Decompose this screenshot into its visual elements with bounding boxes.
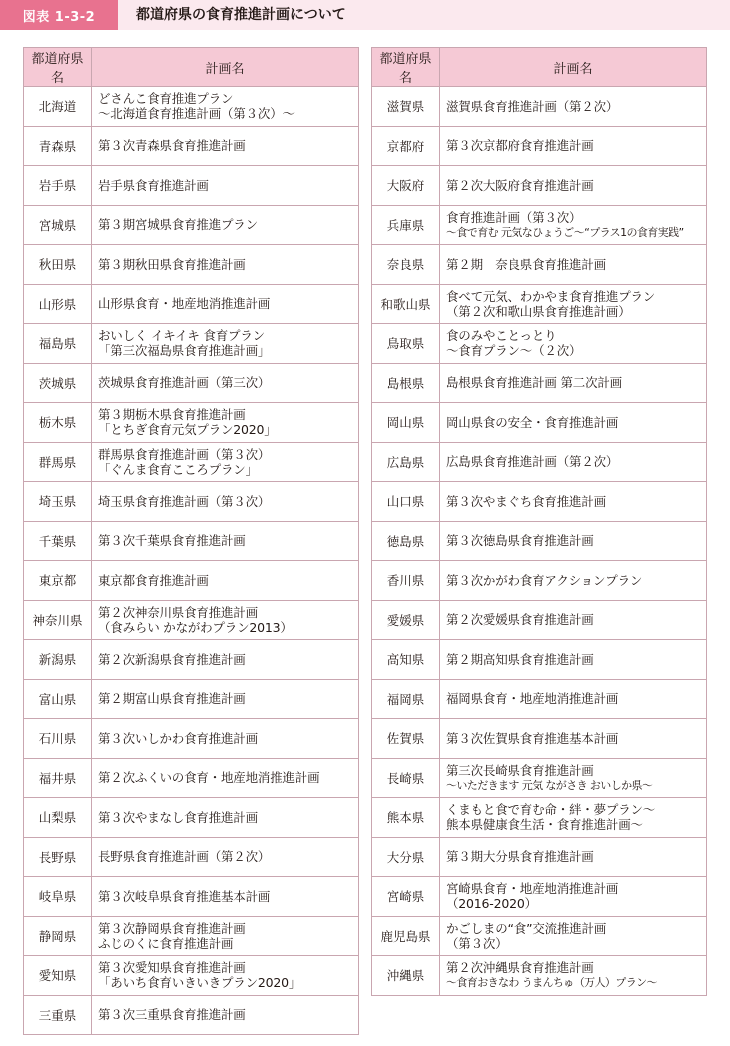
table-row <box>372 205 707 245</box>
plan-cell <box>440 205 707 245</box>
prefecture-cell: 香川県 <box>372 561 440 601</box>
plan-line: 第３期大分県食育推進計画 <box>446 849 594 865</box>
prefecture-cell: 島根県 <box>372 363 440 403</box>
table-row <box>24 482 359 522</box>
plan-cell <box>440 679 707 719</box>
plan-cell <box>92 87 359 127</box>
table-row <box>24 640 359 680</box>
prefecture-cell: 福岡県 <box>372 679 440 719</box>
prefecture-cell: 兵庫県 <box>372 205 440 245</box>
plan-line: ～いただきます 元気 ながさき おいしか県～ <box>446 778 653 792</box>
column-header-plan: 計画名 <box>92 48 359 87</box>
prefecture-cell: 埼玉県 <box>24 482 92 522</box>
table-row <box>372 403 707 443</box>
plan-line: 広島県食育推進計画（第２次） <box>446 454 619 470</box>
table-row <box>24 956 359 996</box>
prefecture-cell: 沖縄県 <box>372 956 440 996</box>
plan-cell <box>440 798 707 838</box>
plan-line: 食のみやことっとり <box>446 328 557 344</box>
plan-cell <box>440 561 707 601</box>
plan-line: 第２期 奈良県食育推進計画 <box>446 256 606 272</box>
prefecture-cell: 愛知県 <box>24 956 92 996</box>
table-row <box>24 403 359 443</box>
plan-cell <box>92 561 359 601</box>
plan-line: 第２次愛媛県食育推進計画 <box>446 612 594 628</box>
prefecture-cell: 鹿児島県 <box>372 916 440 956</box>
column-header-prefecture: 都道府県名 <box>372 48 440 87</box>
table-row <box>372 521 707 561</box>
left-plan-table <box>23 47 359 1035</box>
table-row <box>24 363 359 403</box>
plan-line: 滋賀県食育推進計画（第２次） <box>446 98 619 114</box>
prefecture-cell: 岩手県 <box>24 166 92 206</box>
plan-cell <box>92 719 359 759</box>
plan-cell <box>440 640 707 680</box>
plan-line: 熊本県健康食生活・食育推進計画～ <box>446 817 643 833</box>
table-row <box>24 837 359 877</box>
table-row <box>24 679 359 719</box>
plan-line: 埼玉県食育推進計画（第３次） <box>98 493 271 509</box>
plan-line: 東京都食育推進計画 <box>98 572 209 588</box>
plan-cell <box>92 679 359 719</box>
prefecture-cell: 岡山県 <box>372 403 440 443</box>
prefecture-cell: 静岡県 <box>24 916 92 956</box>
prefecture-cell: 茨城県 <box>24 363 92 403</box>
table-row <box>372 126 707 166</box>
table-row <box>372 245 707 285</box>
plan-line: 第３次愛知県食育推進計画 <box>98 960 246 976</box>
plan-cell <box>92 956 359 996</box>
prefecture-cell: 鳥取県 <box>372 324 440 364</box>
plan-cell <box>92 166 359 206</box>
plan-cell <box>92 205 359 245</box>
table-row <box>372 442 707 482</box>
table-row <box>24 877 359 917</box>
plan-cell <box>92 877 359 917</box>
prefecture-cell: 徳島県 <box>372 521 440 561</box>
prefecture-cell: 三重県 <box>24 995 92 1035</box>
plan-cell <box>92 600 359 640</box>
plan-cell <box>440 758 707 798</box>
plan-cell <box>440 877 707 917</box>
plan-line: 「ぐんま食育こころプラン」 <box>98 461 258 477</box>
plan-cell <box>92 798 359 838</box>
prefecture-cell: 高知県 <box>372 640 440 680</box>
plan-line: 第３次佐賀県食育推進基本計画 <box>446 730 619 746</box>
prefecture-cell: 東京都 <box>24 561 92 601</box>
plan-cell <box>92 837 359 877</box>
prefecture-cell: 長野県 <box>24 837 92 877</box>
plan-cell <box>440 956 707 996</box>
table-row <box>24 324 359 364</box>
plan-line: ～食育プラン～（２次） <box>446 343 582 359</box>
plan-line: 第３次いしかわ食育推進計画 <box>98 730 258 746</box>
plan-cell <box>92 995 359 1035</box>
plan-line: 第２次神奈川県食育推進計画 <box>98 604 258 620</box>
plan-cell <box>440 363 707 403</box>
prefecture-cell: 大分県 <box>372 837 440 877</box>
plan-line: 第３次岐阜県食育推進基本計画 <box>98 888 271 904</box>
plan-cell <box>440 126 707 166</box>
plan-cell <box>92 758 359 798</box>
table-row <box>372 719 707 759</box>
prefecture-cell: 宮城県 <box>24 205 92 245</box>
plan-line: 第３次千葉県食育推進計画 <box>98 533 246 549</box>
prefecture-cell: 山口県 <box>372 482 440 522</box>
plan-line: 福岡県食育・地産地消推進計画 <box>446 691 619 707</box>
plan-line: 「第三次福島県食育推進計画」 <box>98 343 271 359</box>
table-row <box>372 87 707 127</box>
plan-cell <box>440 87 707 127</box>
table-row <box>24 245 359 285</box>
plan-cell <box>440 442 707 482</box>
table-row <box>372 600 707 640</box>
table-row <box>372 324 707 364</box>
table-row <box>24 205 359 245</box>
plan-line: 「あいち食育いきいきプラン2020」 <box>98 975 302 991</box>
table-row <box>372 877 707 917</box>
table-row <box>372 798 707 838</box>
prefecture-cell: 山形県 <box>24 284 92 324</box>
plan-cell <box>440 521 707 561</box>
plan-cell <box>92 245 359 285</box>
plan-cell <box>92 363 359 403</box>
plan-cell <box>92 640 359 680</box>
table-row <box>24 995 359 1035</box>
plan-cell <box>440 324 707 364</box>
table-row <box>24 916 359 956</box>
prefecture-cell: 山梨県 <box>24 798 92 838</box>
table-row <box>24 798 359 838</box>
prefecture-cell: 和歌山県 <box>372 284 440 324</box>
table-row <box>372 284 707 324</box>
prefecture-cell: 富山県 <box>24 679 92 719</box>
plan-line: 食べて元気、わかやま食育推進プラン <box>446 288 656 304</box>
plan-cell <box>440 166 707 206</box>
plan-line: 第２次新潟県食育推進計画 <box>98 651 246 667</box>
plan-line: 第２期高知県食育推進計画 <box>446 651 594 667</box>
table-row <box>372 758 707 798</box>
table-row <box>24 442 359 482</box>
plan-cell <box>92 324 359 364</box>
plan-line: かごしまの“食”交流推進計画 <box>446 920 607 936</box>
prefecture-cell: 石川県 <box>24 719 92 759</box>
prefecture-cell: 群馬県 <box>24 442 92 482</box>
plan-cell <box>440 403 707 443</box>
plan-line: （2016-2020） <box>446 896 537 912</box>
plan-line: くまもと食で育む命・絆・夢プラン～ <box>446 802 656 818</box>
plan-cell <box>440 837 707 877</box>
table-row <box>372 363 707 403</box>
table-row <box>24 87 359 127</box>
plan-cell <box>440 600 707 640</box>
plan-line: 食育推進計画（第３次） <box>446 209 582 225</box>
table-row <box>372 482 707 522</box>
plan-cell <box>440 284 707 324</box>
plan-line: ～食育おきなわ うまんちゅ（万人）プラン～ <box>446 976 657 990</box>
plan-cell <box>440 916 707 956</box>
prefecture-cell: 福島県 <box>24 324 92 364</box>
plan-line: 島根県食育推進計画 第二次計画 <box>446 375 622 391</box>
plan-line: ～北海道食育推進計画（第３次）～ <box>98 106 295 122</box>
prefecture-cell: 秋田県 <box>24 245 92 285</box>
prefecture-cell: 北海道 <box>24 87 92 127</box>
prefecture-cell: 新潟県 <box>24 640 92 680</box>
prefecture-cell: 神奈川県 <box>24 600 92 640</box>
prefecture-cell: 岐阜県 <box>24 877 92 917</box>
prefecture-cell: 大阪府 <box>372 166 440 206</box>
plan-line: おいしく イキイキ 食育プラン <box>98 328 265 344</box>
figure-header <box>0 0 730 30</box>
plan-line: 第３次三重県食育推進計画 <box>98 1007 246 1023</box>
plan-cell <box>440 245 707 285</box>
prefecture-cell: 熊本県 <box>372 798 440 838</box>
prefecture-cell: 栃木県 <box>24 403 92 443</box>
table-row <box>24 758 359 798</box>
plan-line: 第３次かがわ食育アクションプラン <box>446 572 643 588</box>
plan-cell <box>92 916 359 956</box>
plan-line: どさんこ食育推進プラン <box>98 91 234 107</box>
prefecture-cell: 千葉県 <box>24 521 92 561</box>
table-row <box>24 521 359 561</box>
prefecture-cell: 滋賀県 <box>372 87 440 127</box>
plan-cell <box>92 284 359 324</box>
plan-line: 岡山県食の安全・食育推進計画 <box>446 414 619 430</box>
plan-line: 第３次やまなし食育推進計画 <box>98 809 258 825</box>
prefecture-cell: 宮崎県 <box>372 877 440 917</box>
prefecture-cell: 青森県 <box>24 126 92 166</box>
plan-line: 第２次ふくいの食育・地産地消推進計画 <box>98 770 320 786</box>
prefecture-cell: 奈良県 <box>372 245 440 285</box>
table-row <box>372 640 707 680</box>
plan-line: 宮崎県食育・地産地消推進計画 <box>446 881 619 897</box>
table-row <box>372 916 707 956</box>
prefecture-cell: 福井県 <box>24 758 92 798</box>
plan-line: （食みらい かながわプラン2013） <box>98 619 293 635</box>
plan-line: 第３次青森県食育推進計画 <box>98 138 246 154</box>
column-header-plan: 計画名 <box>440 48 707 87</box>
prefecture-cell: 京都府 <box>372 126 440 166</box>
plan-line: 「とちぎ食育元気プラン2020」 <box>98 422 277 438</box>
plan-cell <box>92 482 359 522</box>
plan-line: 第３期栃木県食育推進計画 <box>98 407 246 423</box>
table-row <box>24 166 359 206</box>
figure-label: 図表 1-3-2 <box>0 0 118 30</box>
table-row <box>372 679 707 719</box>
plan-line: 第２期富山県食育推進計画 <box>98 691 246 707</box>
plan-line: 第３次京都府食育推進計画 <box>446 138 594 154</box>
prefecture-cell: 愛媛県 <box>372 600 440 640</box>
table-row <box>372 166 707 206</box>
plan-line: （第２次和歌山県食育推進計画） <box>446 303 631 319</box>
plan-cell <box>92 521 359 561</box>
plan-cell <box>92 442 359 482</box>
plan-line: 第２次沖縄県食育推進計画 <box>446 960 594 976</box>
right-plan-table <box>371 47 707 996</box>
plan-line: 第３次静岡県食育推進計画 <box>98 920 246 936</box>
plan-line: ふじのくに食育推進計画 <box>98 935 234 951</box>
plan-line: （第３次） <box>446 935 508 951</box>
table-row <box>24 600 359 640</box>
prefecture-cell: 佐賀県 <box>372 719 440 759</box>
plan-cell <box>92 403 359 443</box>
plan-line: 第３次徳島県食育推進計画 <box>446 533 594 549</box>
plan-line: 群馬県食育推進計画（第３次） <box>98 446 271 462</box>
plan-cell <box>440 482 707 522</box>
figure-title: 都道府県の食育推進計画について <box>136 7 346 23</box>
plan-line: 第２次大阪府食育推進計画 <box>446 177 594 193</box>
plan-line: 茨城県食育推進計画（第三次） <box>98 375 271 391</box>
prefecture-cell: 広島県 <box>372 442 440 482</box>
prefecture-cell: 長崎県 <box>372 758 440 798</box>
plan-cell <box>440 719 707 759</box>
plan-line: ～食で育む 元気なひょうご～“プラス1の食育実践” <box>446 225 684 239</box>
plan-line: 第３期宮城県食育推進プラン <box>98 217 258 233</box>
plan-line: 第３期秋田県食育推進計画 <box>98 256 246 272</box>
plan-line: 長野県食育推進計画（第２次） <box>98 849 271 865</box>
table-row <box>24 561 359 601</box>
plan-line: 山形県食育・地産地消推進計画 <box>98 296 271 312</box>
column-header-prefecture: 都道府県名 <box>24 48 92 87</box>
table-row <box>24 126 359 166</box>
table-row <box>24 284 359 324</box>
plan-line: 第３次やまぐち食育推進計画 <box>446 493 606 509</box>
plan-cell <box>92 126 359 166</box>
table-row <box>372 561 707 601</box>
plan-line: 岩手県食育推進計画 <box>98 177 209 193</box>
table-row <box>372 956 707 996</box>
table-row <box>24 719 359 759</box>
table-row <box>372 837 707 877</box>
plan-line: 第三次長崎県食育推進計画 <box>446 762 594 778</box>
